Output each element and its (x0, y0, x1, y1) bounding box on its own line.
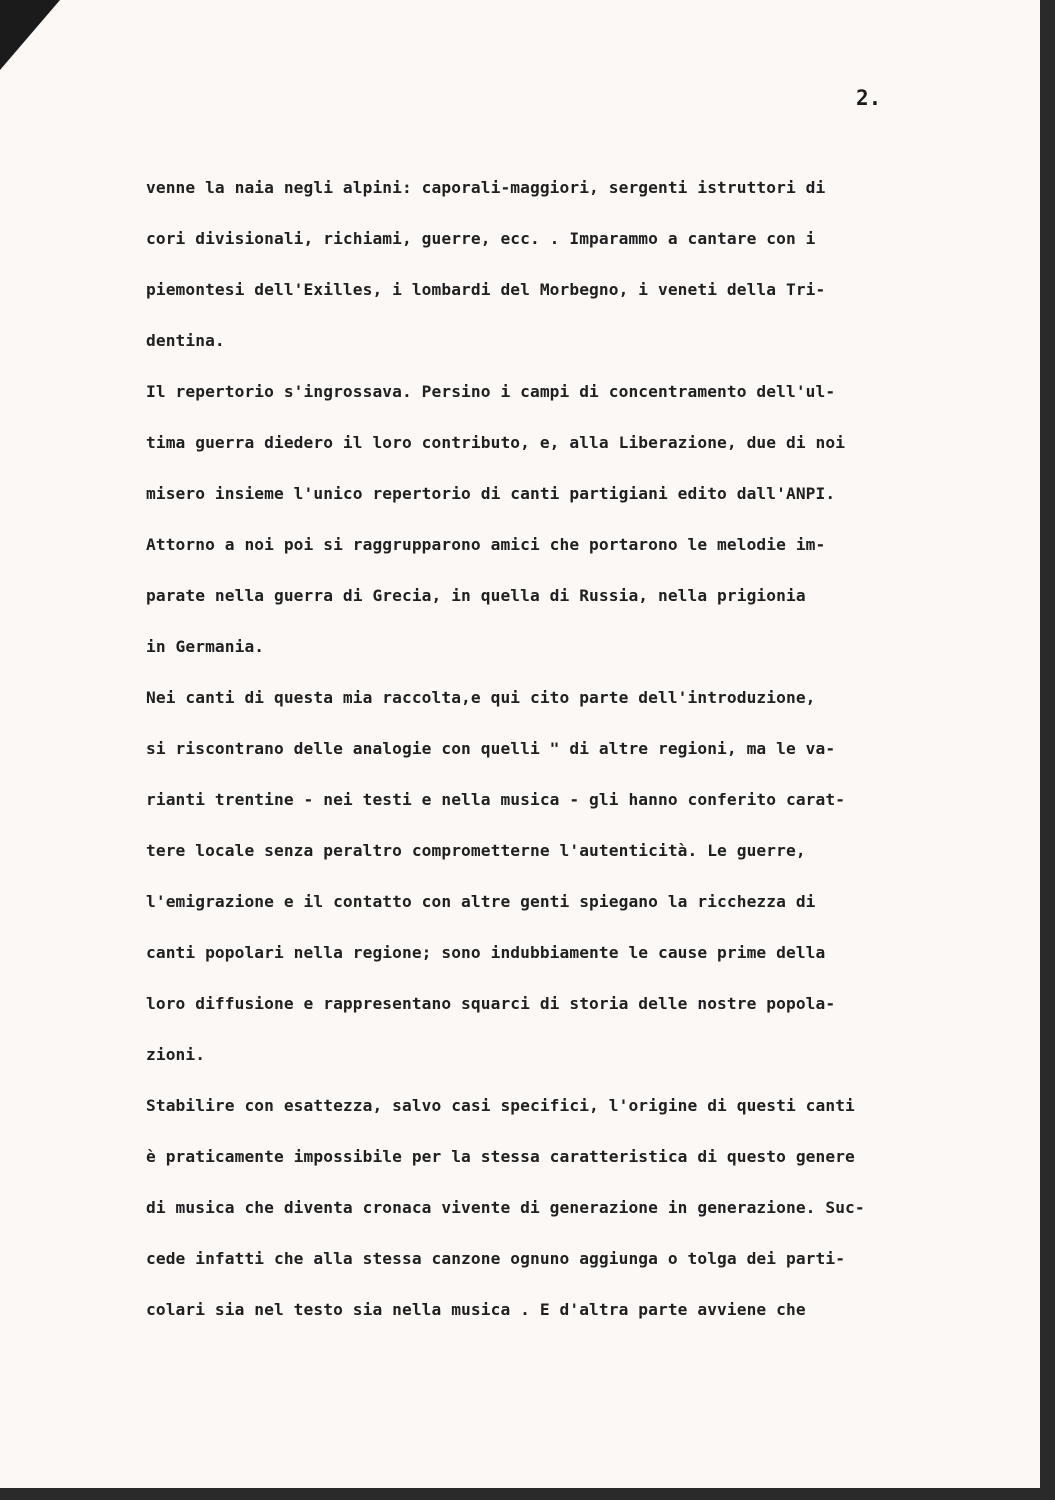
text-line: zioni. (146, 1045, 206, 1064)
text-line: misero insieme l'unico repertorio di canti partigiani edito dall'ANPI. (146, 484, 836, 503)
text-line: Il repertorio s'ingrossava. Persino i campi di concentramento dell'ul- (146, 382, 836, 401)
text-line: l'emigrazione e il contatto con altre genti spiegano la ricchezza di (146, 892, 816, 911)
page-number: 2. (856, 86, 882, 110)
text-line: rianti trentine - nei testi e nella musica - gli hanno conferito carat- (146, 790, 846, 809)
page-edge-shadow (1040, 0, 1055, 1500)
text-line: venne la naia negli alpini: caporali-maggiori, sergenti istruttori di (146, 178, 826, 197)
text-line: piemontesi dell'Exilles, i lombardi del Morbegno, i veneti della Tri- (146, 280, 826, 299)
text-line: loro diffusione e rappresentano squarci di storia delle nostre popola- (146, 994, 836, 1013)
body-text (146, 174, 1006, 1347)
page-bottom-shadow (0, 1488, 1055, 1500)
text-line: Stabilire con esattezza, salvo casi specifici, l'origine di questi canti (146, 1096, 855, 1115)
text-line: è praticamente impossibile per la stessa caratteristica di questo genere (146, 1147, 855, 1166)
text-line: Attorno a noi poi si raggrupparono amici che portarono le melodie im- (146, 535, 826, 554)
text-line: di musica che diventa cronaca vivente di generazione in generazione. Suc- (146, 1198, 865, 1217)
text-line: tere locale senza peraltro comprometterne l'autenticità. Le guerre, (146, 841, 806, 860)
text-line: si riscontrano delle analogie con quelli " di altre regioni, ma le va- (146, 739, 836, 758)
text-line: in Germania. (146, 637, 265, 656)
text-line: colari sia nel testo sia nella musica . E d'altra parte avviene che (146, 1300, 806, 1319)
text-line: canti popolari nella regione; sono indubbiamente le cause prime della (146, 943, 826, 962)
folded-corner (0, 0, 60, 70)
text-line: Nei canti di questa mia raccolta,e qui cito parte dell'introduzione, (146, 688, 816, 707)
text-line: tima guerra diedero il loro contributo, e, alla Liberazione, due di noi (146, 433, 846, 452)
text-line: cede infatti che alla stessa canzone ognuno aggiunga o tolga dei parti- (146, 1249, 846, 1268)
text-line: dentina. (146, 331, 225, 350)
text-line: parate nella guerra di Grecia, in quella di Russia, nella prigionia (146, 586, 806, 605)
text-line: cori divisionali, richiami, guerre, ecc. . Imparammo a cantare con i (146, 229, 816, 248)
